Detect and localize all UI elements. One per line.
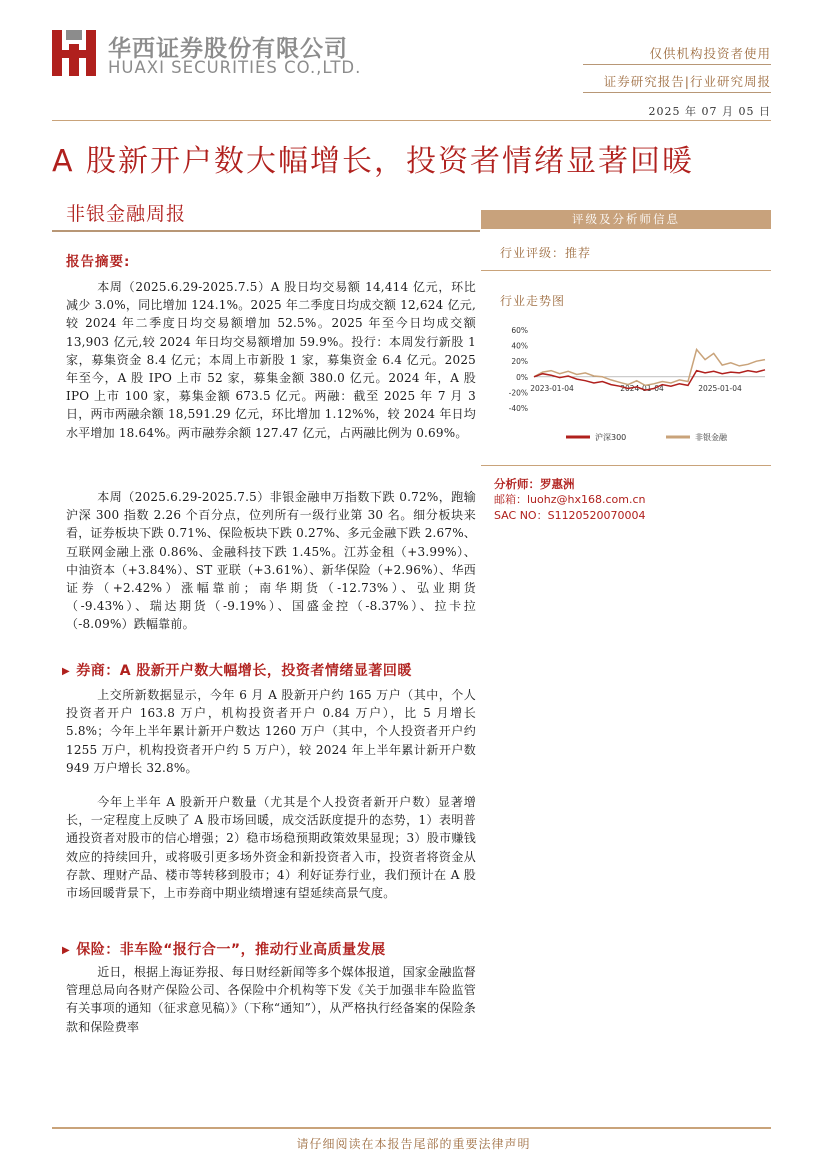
body-paragraph: 今年上半年 A 股新开户数量（尤其是个人投资者新开户数）显著增长，一定程度上反映了 A 股市场回暖，成交活跃度提升的态势，1）表明普通投资者对股市的信心增强；2）稳市场稳预期政策效果显现；3）股市赚钱效应的持续回升，或将吸引更多场外资金和新投资者入市，投资者将资金从存款、理财产品、楼市等转移到股市；4）利好证券行业，我们预计在 A 股市场回暖背景下，上市券商中期业绩增速有望延续高景气度。 bbox=[66, 795, 476, 901]
y-tick-label: -40% bbox=[508, 404, 528, 413]
series-line bbox=[534, 350, 765, 386]
legend-label: 非银金融 bbox=[695, 433, 727, 442]
y-tick-label: 40% bbox=[511, 341, 528, 351]
report-type: 证券研究报告|行业研究周报 bbox=[603, 74, 771, 89]
section-heading-insurance bbox=[62, 939, 482, 959]
report-title: A 股新开户数大幅增长，投资者情绪显著回暖 bbox=[52, 144, 695, 179]
report-subtitle: 非银金融周报 bbox=[66, 203, 187, 225]
footer-divider bbox=[52, 1127, 771, 1129]
section-heading-text: 保险：非车险“报行合一”，推动行业高质量发展 bbox=[76, 942, 386, 958]
header-divider bbox=[583, 92, 771, 93]
y-tick-label: 60% bbox=[511, 326, 528, 335]
analyst-sac: SAC NO：S1120520070004 bbox=[494, 509, 646, 522]
subtitle-divider bbox=[52, 230, 480, 232]
company-logo bbox=[52, 30, 96, 76]
audience-note: 仅供机构投资者使用 bbox=[649, 46, 771, 61]
sidebar-header: 评级及分析师信息 bbox=[481, 210, 771, 229]
triangle-icon: ▶ bbox=[62, 666, 71, 677]
summary-label: 报告摘要: bbox=[66, 254, 131, 270]
y-tick-label: -20% bbox=[508, 388, 528, 398]
sidebar-divider bbox=[481, 465, 771, 466]
analyst-name: 分析师：罗惠洲 bbox=[494, 477, 575, 491]
header-divider bbox=[583, 64, 771, 65]
x-tick-label: 2024-01-04 bbox=[620, 383, 664, 393]
y-tick-label: 0% bbox=[516, 372, 528, 382]
body-paragraph: 上交所新数据显示，今年 6 月 A 股新开户约 165 万户（其中，个人投资者开户 163.8 万户，机构投资者开户 0.84 万户），比 5 月增长 5.8%；今年上半年累计新开户数达 1260 万户（其中，个人投资者开户约 1255 万户，机构投资者开户约 5 万户），较 2024 年上半年累计新开户数 949 万户增长 32.8%。 bbox=[66, 688, 476, 775]
footer-disclaimer: 请仔细阅读在本报告尾部的重要法律声明 bbox=[296, 1137, 531, 1151]
company-name-en: HUAXI SECURITIES CO.,LTD. bbox=[108, 58, 362, 77]
triangle-icon: ▶ bbox=[62, 945, 71, 956]
summary-paragraph: 本周（2025.6.29-2025.7.5）A 股日均交易额 14,414 亿元，环比减少 3.0%，同比增加 124.1%。2025 年二季度日均成交额 12,624 亿元,较 2024 年二季度日均交易额增加 52.5%。2025 年至今日均成交额 13,903 亿元,较 2024 年日均交易额增加 59.9%。投行：本周发行新股 1 家，募集资金 8.4 亿元；本周上市新股 1 家，募集资金 6.4 亿元。2025 年至今，A 股 IPO 上市 52 家，募集金额 380.0 亿元。2024 年，A 股 IPO 上市 100 家，募集金额 673.5 亿元。两融：截至 2025 年 7 月 3 日，两市两融余额 18,591.29 亿元，环比增加 1.12%%，较 2024 年日均水平增加 18.64%。两市融券余额 127.47 亿元，占两融比例为 0.69%。 bbox=[66, 280, 476, 440]
company-name-cn: 华西证券股份有限公司 bbox=[108, 36, 348, 62]
y-tick-label: 20% bbox=[511, 357, 528, 367]
date-divider bbox=[52, 120, 771, 121]
report-date: 2025 年 07 月 05 日 bbox=[648, 105, 771, 118]
sidebar-divider bbox=[481, 270, 771, 271]
section-heading-text: 券商：A 股新开户数大幅增长，投资者情绪显著回暖 bbox=[76, 663, 412, 679]
x-tick-label: 2023-01-04 bbox=[530, 383, 574, 393]
trend-chart bbox=[500, 318, 775, 453]
section-heading-brokers bbox=[62, 660, 482, 680]
trend-label: 行业走势图 bbox=[500, 294, 566, 308]
analyst-email: 邮箱：luohz@hx168.com.cn bbox=[494, 493, 646, 506]
legend-label: 沪深300 bbox=[595, 433, 627, 442]
x-tick-label: 2025-01-04 bbox=[698, 383, 742, 393]
industry-rating: 行业评级：推荐 bbox=[500, 246, 592, 260]
body-paragraph: 近日，根据上海证券报、每日财经新闻等多个媒体报道，国家金融监督管理总局向各财产保险公司、各保险中介机构等下发《关于加强非车险监管有关事项的通知（征求意见稿）》（下称“通知”），从严格执行经备案的保险条款和保险费率 bbox=[66, 965, 476, 1034]
summary-paragraph: 本周（2025.6.29-2025.7.5）非银金融申万指数下跌 0.72%，跑输沪深 300 指数 2.26 个百分点，位列所有一级行业第 30 名。细分板块来看，证券板块下跌 0.71%、保险板块下跌 0.27%、多元金融下跌 2.67%、互联网金融上涨 0.86%、金融科技下跌 1.45%。江苏金租（+3.99%）、中油资本（+3.84%）、ST 亚联（+3.61%）、新华保险（+2.96%）、华西证券（+2.42%）涨幅靠前；南华期货（-12.73%）、弘业期货（-9.43%）、瑞达期货（-9.19%）、国盛金控（-8.37%）、拉卡拉（-8.09%）跌幅靠前。 bbox=[66, 490, 477, 632]
